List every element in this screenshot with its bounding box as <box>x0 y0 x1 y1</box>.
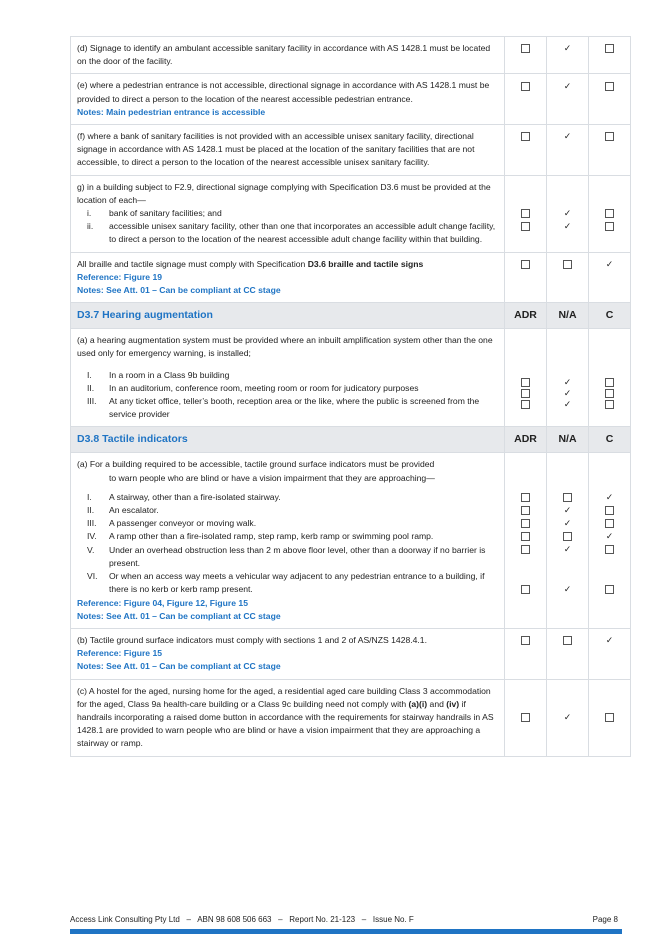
checkbox-icon[interactable] <box>605 519 614 528</box>
list-number: I. <box>87 491 92 502</box>
list-text: bank of sanitary facilities; and <box>109 208 222 219</box>
list-text: accessible unisex sanitary facility, other than one that incorporates an accessible adult change facility, to direct a person to the location of the nearest accessible adult change facility within that building. <box>109 221 496 245</box>
tick-icon: ✓ <box>563 544 572 555</box>
footer-abn: ABN 98 608 506 663 <box>197 915 272 924</box>
table-row <box>71 175 631 252</box>
checkbox-icon[interactable] <box>521 713 530 722</box>
section-header-row <box>71 427 631 453</box>
compliance-table <box>70 36 631 757</box>
tick-icon: ✓ <box>605 258 614 269</box>
requirement-text: (c) A hostel for the aged, nursing home for the aged, a residential aged care building Class 3 accommodation for the aged, Class 9a health-care building or a Class 9c building need not comply with (a)(i) and (iv) if handrails incorporating a raised dome button in accordance with the requirements for stairway handrails in AS 1428.1 are provided to warn people who are blind or have a vision impairment that they are approaching a stairway or ramp. <box>71 679 505 756</box>
note-text: Notes: Main pedestrian entrance is accessible <box>77 106 266 117</box>
checkbox-icon[interactable] <box>605 82 614 91</box>
compliance-table-sheet <box>70 36 630 757</box>
list-text: In a room in a Class 9b building <box>109 369 230 380</box>
checkbox-icon[interactable] <box>521 400 530 409</box>
tick-icon: ✓ <box>563 399 572 410</box>
checkbox-icon[interactable] <box>563 636 572 645</box>
checkbox-icon[interactable] <box>521 222 530 231</box>
requirement-text: (a) a hearing augmentation system must be provided where an inbuilt amplification system other than the one used only for emergency warning, is installed; <box>77 335 493 359</box>
tick-icon: ✓ <box>563 80 572 91</box>
list-text: Or when an access way meets a vehicular way adjacent to any pedestrian entrance to a building, if there is no kerb or kerb ramp present. <box>109 571 485 595</box>
tick-icon: ✓ <box>563 583 572 594</box>
list-item <box>77 369 498 382</box>
page-footer <box>70 915 630 924</box>
footer-separator: – <box>278 915 283 924</box>
checkbox-icon[interactable] <box>563 532 572 541</box>
requirement-text: (d) Signage to identify an ambulant accessible sanitary facility in accordance with AS 1428.1 must be located on the door of the facility. <box>71 37 505 74</box>
note-text: Notes: See Att. 01 – Can be compliant at CC stage <box>77 285 281 296</box>
checkbox-icon[interactable] <box>605 222 614 231</box>
column-header-c: C <box>589 427 631 453</box>
page-number: Page 8 <box>592 915 618 924</box>
list-number: i. <box>87 208 92 219</box>
list-item <box>77 491 498 504</box>
section-title: D3.7 Hearing augmentation <box>71 303 505 329</box>
requirement-text: g) in a building subject to F2.9, directional signage complying with Specification D3.6 must be provided at the location of each— <box>77 181 491 205</box>
checkbox-icon[interactable] <box>521 44 530 53</box>
checkbox-icon[interactable] <box>521 389 530 398</box>
checkbox-icon[interactable] <box>605 400 614 409</box>
note-text: Notes: See Att. 01 – Can be compliant at CC stage <box>77 661 281 672</box>
checkbox-icon[interactable] <box>521 493 530 502</box>
table-row <box>71 329 631 427</box>
list-number: IV. <box>87 531 97 542</box>
list-number: II. <box>87 505 95 516</box>
list-item <box>77 517 498 530</box>
table-row <box>71 628 631 679</box>
tick-icon: ✓ <box>605 531 614 542</box>
footer-issue: Issue No. F <box>372 915 414 924</box>
column-header-na: N/A <box>547 427 589 453</box>
list-number: VI. <box>87 571 98 582</box>
reference-text: Reference: Figure 15 <box>77 648 163 659</box>
footer-accent-bar <box>70 929 622 934</box>
list-text: In an auditorium, conference room, meeting room or room for judicatory purposes <box>109 382 419 393</box>
column-header-na: N/A <box>547 303 589 329</box>
list-item <box>77 570 498 596</box>
column-header-adr: ADR <box>505 427 547 453</box>
tick-icon: ✓ <box>563 518 572 529</box>
checkbox-icon[interactable] <box>605 132 614 141</box>
requirement-text: (f) where a bank of sanitary facilities is not provided with an accessible unisex sanitary facility, directional signage in accordance with AS 1428.1 must be placed at the location of the sanitary facilities that are not accessible, to direct a person to the location of the nearest accessible unisex sanitary facility. <box>71 125 505 176</box>
tick-icon: ✓ <box>563 712 572 723</box>
checkbox-icon[interactable] <box>563 260 572 269</box>
reference-text: Reference: Figure 04, Figure 12, Figure 15 <box>77 597 248 608</box>
list-number: III. <box>87 518 97 529</box>
table-row <box>71 74 631 125</box>
list-text: Under an overhead obstruction less than 2 m above floor level, other than a doorway if no barrier is present. <box>109 544 486 568</box>
tick-icon: ✓ <box>563 221 572 232</box>
tick-icon: ✓ <box>563 504 572 515</box>
footer-separator: – <box>186 915 191 924</box>
tick-icon: ✓ <box>563 207 572 218</box>
checkbox-icon[interactable] <box>521 532 530 541</box>
list-item <box>77 220 498 246</box>
list-text: A passenger conveyor or moving walk. <box>109 518 257 529</box>
checkbox-icon[interactable] <box>521 636 530 645</box>
tick-icon: ✓ <box>563 388 572 399</box>
checkbox-icon[interactable] <box>605 585 614 594</box>
requirement-text: (a) For a building required to be accessible, tactile ground surface indicators must be provided <box>77 459 435 470</box>
list-item <box>77 544 498 570</box>
list-item <box>77 382 498 395</box>
checkbox-icon[interactable] <box>521 506 530 515</box>
checkbox-icon[interactable] <box>563 493 572 502</box>
list-text: An escalator. <box>109 505 159 516</box>
requirement-text-continued: to warn people who are blind or have a vision impairment that they are approaching— <box>109 472 435 483</box>
reference-text: Reference: Figure 19 <box>77 271 163 282</box>
note-text: Notes: See Att. 01 – Can be compliant at CC stage <box>77 610 281 621</box>
tick-icon: ✓ <box>563 43 572 54</box>
tick-icon: ✓ <box>563 377 572 388</box>
checkbox-icon[interactable] <box>521 132 530 141</box>
table-row <box>71 679 631 756</box>
list-item <box>77 207 498 220</box>
checkbox-icon[interactable] <box>605 506 614 515</box>
table-row <box>71 252 631 303</box>
list-item <box>77 504 498 517</box>
checkbox-icon[interactable] <box>605 44 614 53</box>
checkbox-icon[interactable] <box>605 209 614 218</box>
footer-company: Access Link Consulting Pty Ltd <box>70 915 180 924</box>
column-header-c: C <box>589 303 631 329</box>
requirement-text: (e) where a pedestrian entrance is not accessible, directional signage in accordance with AS 1428.1 must be provided to direct a person to the location of the nearest accessible pedestrian entrance. <box>77 80 490 104</box>
table-row <box>71 453 631 628</box>
section-header-row <box>71 303 631 329</box>
checkbox-icon[interactable] <box>521 82 530 91</box>
requirement-text: (b) Tactile ground surface indicators must comply with sections 1 and 2 of AS/NZS 1428.4.1. <box>77 634 427 645</box>
requirement-text: All braille and tactile signage must comply with Specification D3.6 braille and tactile signs <box>77 258 424 269</box>
checkbox-icon[interactable] <box>605 378 614 387</box>
tick-icon: ✓ <box>563 131 572 142</box>
checkbox-icon[interactable] <box>521 519 530 528</box>
list-number: ii. <box>87 221 94 232</box>
footer-report: Report No. 21-123 <box>289 915 356 924</box>
checkbox-icon[interactable] <box>605 545 614 554</box>
column-header-adr: ADR <box>505 303 547 329</box>
checkbox-icon[interactable] <box>521 585 530 594</box>
list-text: A stairway, other than a fire-isolated stairway. <box>109 491 281 502</box>
checkbox-icon[interactable] <box>521 209 530 218</box>
list-text: At any ticket office, teller’s booth, reception area or the like, where the public is screened from the service provider <box>109 396 480 420</box>
list-number: II. <box>87 382 95 393</box>
list-item <box>77 395 498 421</box>
list-number: V. <box>87 544 95 555</box>
section-title: D3.8 Tactile indicators <box>71 427 505 453</box>
table-row <box>71 37 631 74</box>
checkbox-icon[interactable] <box>605 389 614 398</box>
checkbox-icon[interactable] <box>521 260 530 269</box>
checkbox-icon[interactable] <box>521 545 530 554</box>
checkbox-icon[interactable] <box>605 713 614 722</box>
list-number: I. <box>87 369 92 380</box>
tick-icon: ✓ <box>605 635 614 646</box>
tick-icon: ✓ <box>605 491 614 502</box>
list-number: III. <box>87 396 97 407</box>
list-text: A ramp other than a fire-isolated ramp, step ramp, kerb ramp or swimming pool ramp. <box>109 531 434 542</box>
table-row <box>71 125 631 176</box>
footer-separator: – <box>361 915 367 924</box>
list-item <box>77 530 498 543</box>
checkbox-icon[interactable] <box>521 378 530 387</box>
